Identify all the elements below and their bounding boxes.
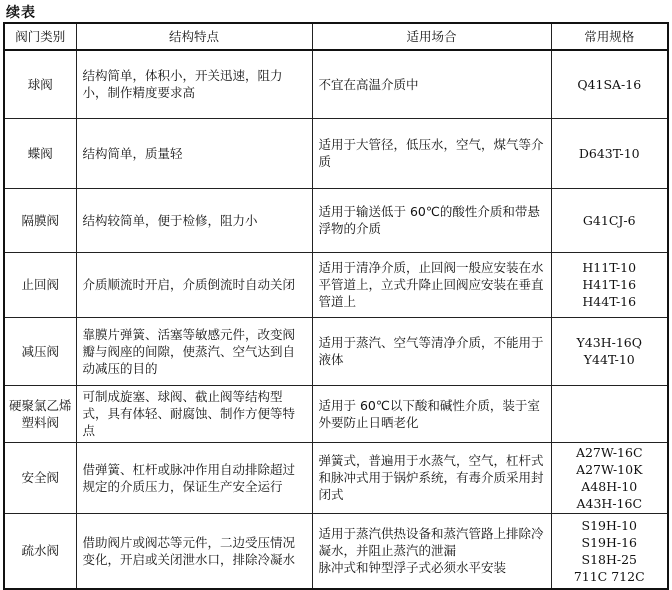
header-spec: 常用规格 — [551, 23, 668, 50]
cell-type: 疏水阀 — [4, 513, 76, 589]
cell-usage: 适用于蒸汽、空气等清净介质，不能用于液体 — [312, 317, 551, 385]
header-row — [4, 23, 668, 50]
cell-structure: 介质顺流时开启，介质倒流时自动关闭 — [76, 252, 312, 317]
cell-spec: H11T-10 H41T-16 H44T-16 — [551, 252, 668, 317]
cell-structure: 借助阀片或阀芯等元件，二边受压情况变化，开启或关闭泄水口，排除冷凝水 — [76, 513, 312, 589]
valve-table — [3, 22, 669, 590]
cell-spec: A27W-16C A27W-10K A48H-10 A43H-16C — [551, 442, 668, 513]
cell-type: 硬聚氯乙烯塑料阀 — [4, 385, 76, 442]
header-structure: 结构特点 — [76, 23, 312, 50]
cell-structure: 结构简单，体积小，开关迅速，阻力小，制作精度要求高 — [76, 50, 312, 118]
table-row — [4, 442, 668, 513]
cell-usage: 弹簧式，普遍用于水蒸气，空气，杠杆式和脉冲式用于锅炉系统，有毒介质采用封闭式 — [312, 442, 551, 513]
table-row — [4, 513, 668, 589]
cell-spec: Q41SA-16 — [551, 50, 668, 118]
cell-spec: Y43H-16Q Y44T-10 — [551, 317, 668, 385]
cell-type: 安全阀 — [4, 442, 76, 513]
cell-structure: 结构较简单，便于检修，阻力小 — [76, 188, 312, 252]
header-type: 阀门类别 — [4, 23, 76, 50]
cell-spec — [551, 385, 668, 442]
cell-usage: 不宜在高温介质中 — [312, 50, 551, 118]
cell-structure: 借弹簧、杠杆或脉冲作用自动排除超过规定的介质压力，保证生产安全运行 — [76, 442, 312, 513]
table-row — [4, 385, 668, 442]
table-caption: 续表 — [6, 5, 36, 21]
cell-type: 止回阀 — [4, 252, 76, 317]
cell-spec: D643T-10 — [551, 118, 668, 188]
cell-type: 减压阀 — [4, 317, 76, 385]
cell-usage: 适用于 60℃以下酸和碱性介质，装于室外要防止日晒老化 — [312, 385, 551, 442]
table-row — [4, 252, 668, 317]
table-row — [4, 50, 668, 118]
cell-usage: 适用于蒸汽供热设备和蒸汽管路上排除冷凝水，并阻止蒸汽的泄漏 脉冲式和钟型浮子式必须水平安装 — [312, 513, 551, 589]
cell-type: 蝶阀 — [4, 118, 76, 188]
cell-structure: 靠膜片弹簧、活塞等敏感元件，改变阀瓣与阀座的间隙，使蒸汽、空气达到自动减压的目的 — [76, 317, 312, 385]
cell-spec: S19H-10 S19H-16 S18H-25 711C 712C — [551, 513, 668, 589]
cell-structure: 结构简单，质量轻 — [76, 118, 312, 188]
table-row — [4, 118, 668, 188]
table-row — [4, 188, 668, 252]
cell-usage: 适用于清净介质，止回阀一般应安装在水平管道上，立式升降止回阀应安装在垂直管道上 — [312, 252, 551, 317]
cell-type: 隔膜阀 — [4, 188, 76, 252]
cell-usage: 适用于大管径，低压水，空气，煤气等介质 — [312, 118, 551, 188]
cell-structure: 可制成旋塞、球阀、截止阀等结构型式，具有体轻、耐腐蚀、制作方便等特点 — [76, 385, 312, 442]
header-usage: 适用场合 — [312, 23, 551, 50]
cell-type: 球阀 — [4, 50, 76, 118]
cell-usage: 适用于输送低于 60℃的酸性介质和带悬浮物的介质 — [312, 188, 551, 252]
cell-spec: G41CJ-6 — [551, 188, 668, 252]
table-row — [4, 317, 668, 385]
